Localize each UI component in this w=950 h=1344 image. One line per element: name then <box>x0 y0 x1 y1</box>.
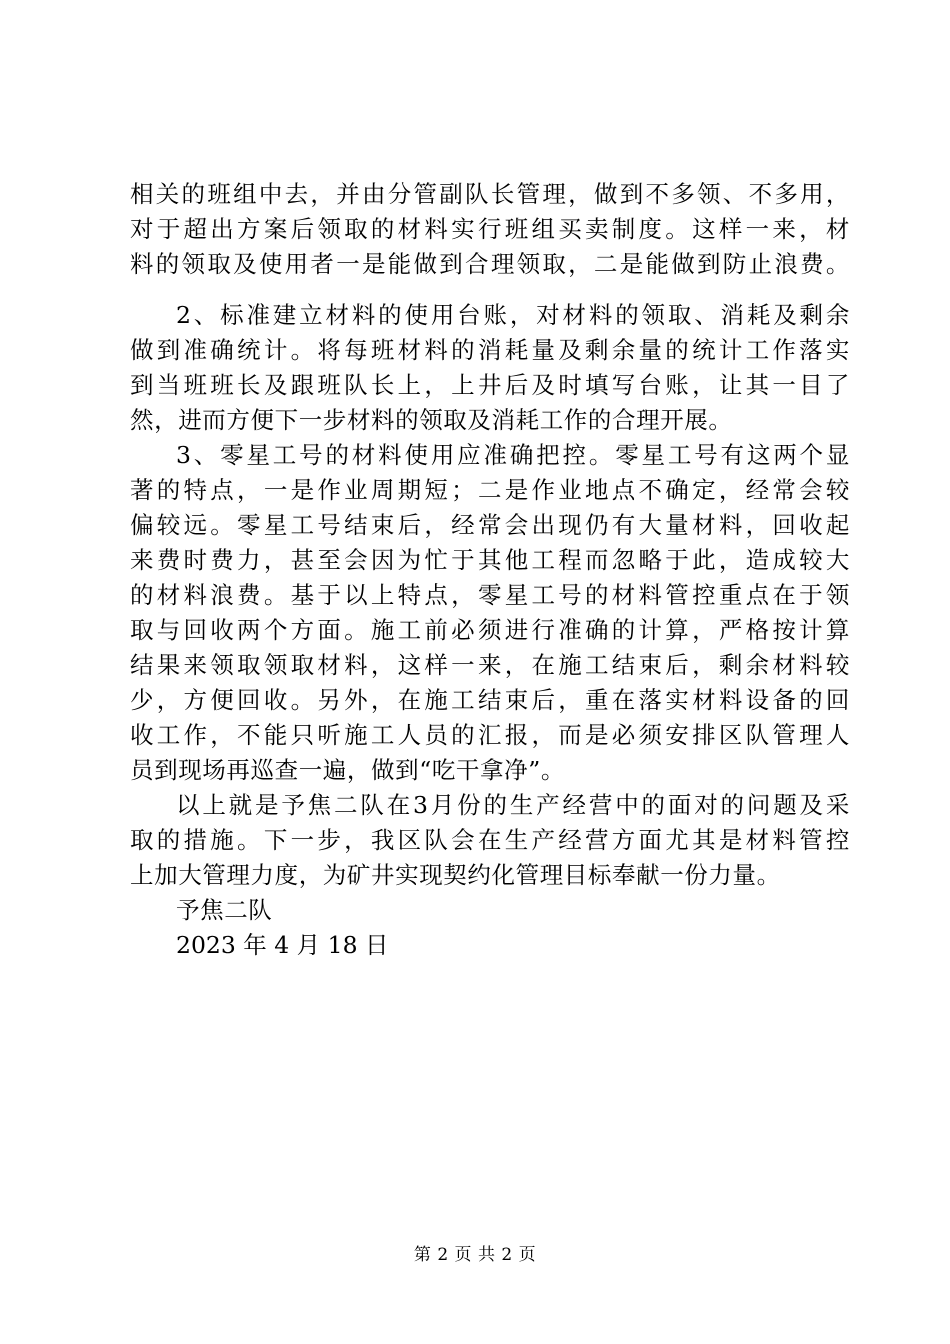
body-text-line: 相关的班组中去，并由分管副队长管理，做到不多领、不多用， <box>130 180 850 208</box>
body-text-line: 以上就是予焦二队在3月份的生产经营中的面对的问题及采 <box>176 791 850 819</box>
body-text-line: 员到现场再巡查一遍，做到“吃干拿净”。 <box>130 756 565 784</box>
body-text-line: 2、标准建立材料的使用台账，对材料的领取、消耗及剩余 <box>176 301 850 329</box>
body-text-line: 少，方便回收。另外，在施工结束后，重在落实材料设备的回 <box>130 686 850 714</box>
body-text-line: 取的措施。下一步，我区队会在生产经营方面尤其是材料管控 <box>130 826 850 854</box>
body-text-line: 做到准确统计。将每班材料的消耗量及剩余量的统计工作落实 <box>130 336 850 364</box>
body-text-line: 的材料浪费。基于以上特点，零星工号的材料管控重点在于领 <box>130 581 850 609</box>
body-text-line: 收工作，不能只听施工人员的汇报，而是必须安排区队管理人 <box>130 721 850 749</box>
body-text-line: 结果来领取领取材料，这样一来，在施工结束后，剩余材料较 <box>130 651 850 679</box>
body-text-line: 对于超出方案后领取的材料实行班组买卖制度。这样一来，材 <box>130 215 850 243</box>
body-text-line: 著的特点，一是作业周期短；二是作业地点不确定，经常会较 <box>130 476 850 504</box>
body-text-line: 偏较远。零星工号结束后，经常会出现仍有大量材料，回收起 <box>130 511 850 539</box>
body-text-line: 然，进而方便下一步材料的领取及消耗工作的合理开展。 <box>130 406 733 434</box>
body-text-line: 取与回收两个方面。施工前必须进行准确的计算，严格按计算 <box>130 616 850 644</box>
body-text-line: 3、零星工号的材料使用应准确把控。零星工号有这两个显 <box>176 441 850 469</box>
signature-text: 予焦二队 <box>176 896 273 924</box>
body-text-line: 料的领取及使用者一是能做到合理领取，二是能做到防止浪费。 <box>130 250 850 278</box>
page-number-footer: 第 2 页 共 2 页 <box>413 1245 537 1265</box>
body-text-line: 上加大管理力度，为矿井实现契约化管理目标奉献一份力量。 <box>130 861 781 889</box>
body-text-line: 到当班班长及跟班队长上，上井后及时填写台账，让其一目了 <box>130 371 850 399</box>
body-text-line: 来费时费力，甚至会因为忙于其他工程而忽略于此，造成较大 <box>130 546 850 574</box>
date-text: 2023 年 4 月 18 日 <box>176 931 389 959</box>
